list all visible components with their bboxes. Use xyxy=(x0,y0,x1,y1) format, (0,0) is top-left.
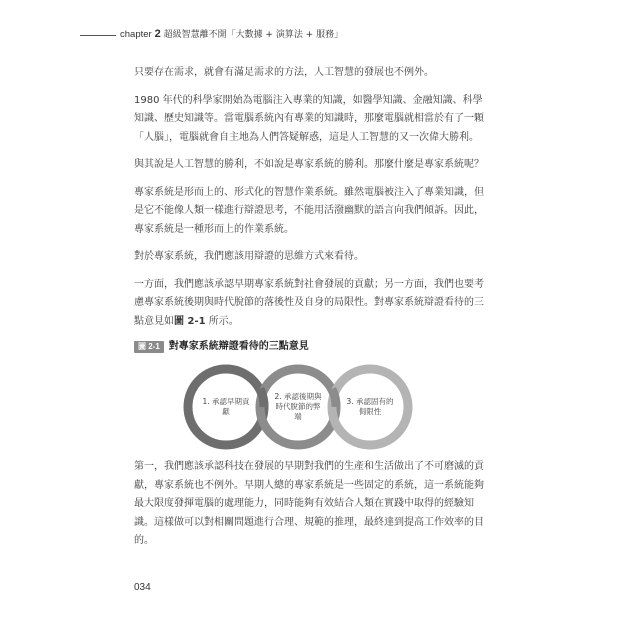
ring-overlap-1 xyxy=(260,389,264,407)
paragraph-4: 專家系統是形而上的、形式化的智慧作業系統。雖然電腦被注入了專業知識，但是它不能像人類一樣進行辯證思考，不能用活潑幽默的語言向我們傾訴。因此，專家系統是一種形而上的作業系統。 xyxy=(134,186,484,235)
running-header xyxy=(0,26,620,46)
chapter-title: 超級智慧離不開「大數據 + 演算法 + 服務」 xyxy=(163,30,344,40)
header-rule xyxy=(80,35,116,36)
ring-overlap-2 xyxy=(332,389,336,407)
figure-2-1 xyxy=(134,340,484,458)
page-number: 034 xyxy=(134,582,151,593)
figure-badge: 圖 2-1 xyxy=(134,341,164,353)
paragraph-2: 1980 年代的科學家開始為電腦注入專業的知識，如醫學知識、金融知識、科學知識、歷史知識等。當電腦系統內有專業的知識時，那麼電腦就相當於有了一顆「人腦」，電腦就會自主地為人們答疑解惑，這是人工智慧的又一次偉大勝利。 xyxy=(134,94,484,143)
chapter-number: 2 xyxy=(154,28,161,40)
figure-title-row xyxy=(134,340,484,354)
figure-title: 對專家系統辯證看待的三點意見 xyxy=(168,340,309,352)
figref-before: 一方面，我們應該承認早期專家系統對社會發展的貢獻；另一方面，我們也要考慮專家系統後期與時代脫節的落後性及自身的局限性。對專家系統辯證看待的三點意見如 xyxy=(134,278,484,327)
paragraph-figure-reference xyxy=(134,276,484,332)
paragraph-1: 只要存在需求，就會有滿足需求的方法，人工智慧的發展也不例外。 xyxy=(134,67,434,78)
body-content xyxy=(134,64,484,560)
paragraph-3: 與其說是人工智慧的勝利，不如說是專家系統的勝利。那麼什麼是專家系統呢？ xyxy=(134,159,484,170)
chapter-word: chapter xyxy=(120,29,152,40)
paragraph-5: 對於專家系統，我們應該用辯證的思維方式來看待。 xyxy=(134,251,364,262)
paragraph-after-figure: 第一，我們應該承認科技在發展的早期對我們的生產和生活做出了不可磨滅的貢獻，專家系統也不例外。早期人總的專家系統是一些固定的系統，這一系統能夠最大限度發揮電腦的處理能力，同時能夠有效結合人類在實踐中取得的經驗知識。這樣做可以對相關問題進行合理、規範的推理，最終達到提高工作效率的目的。 xyxy=(134,461,484,546)
header-text xyxy=(120,27,343,40)
ring-label-2: 2. 承認後期與時代脫節的弊端 xyxy=(274,392,322,421)
ring-label-1: 1. 承認早期貢獻 xyxy=(202,397,250,416)
ring-label-3: 3. 承認固有的侷限性 xyxy=(346,397,394,416)
figref-after: 所示。 xyxy=(205,315,239,327)
figref-link: 圖 2-1 xyxy=(174,315,206,327)
